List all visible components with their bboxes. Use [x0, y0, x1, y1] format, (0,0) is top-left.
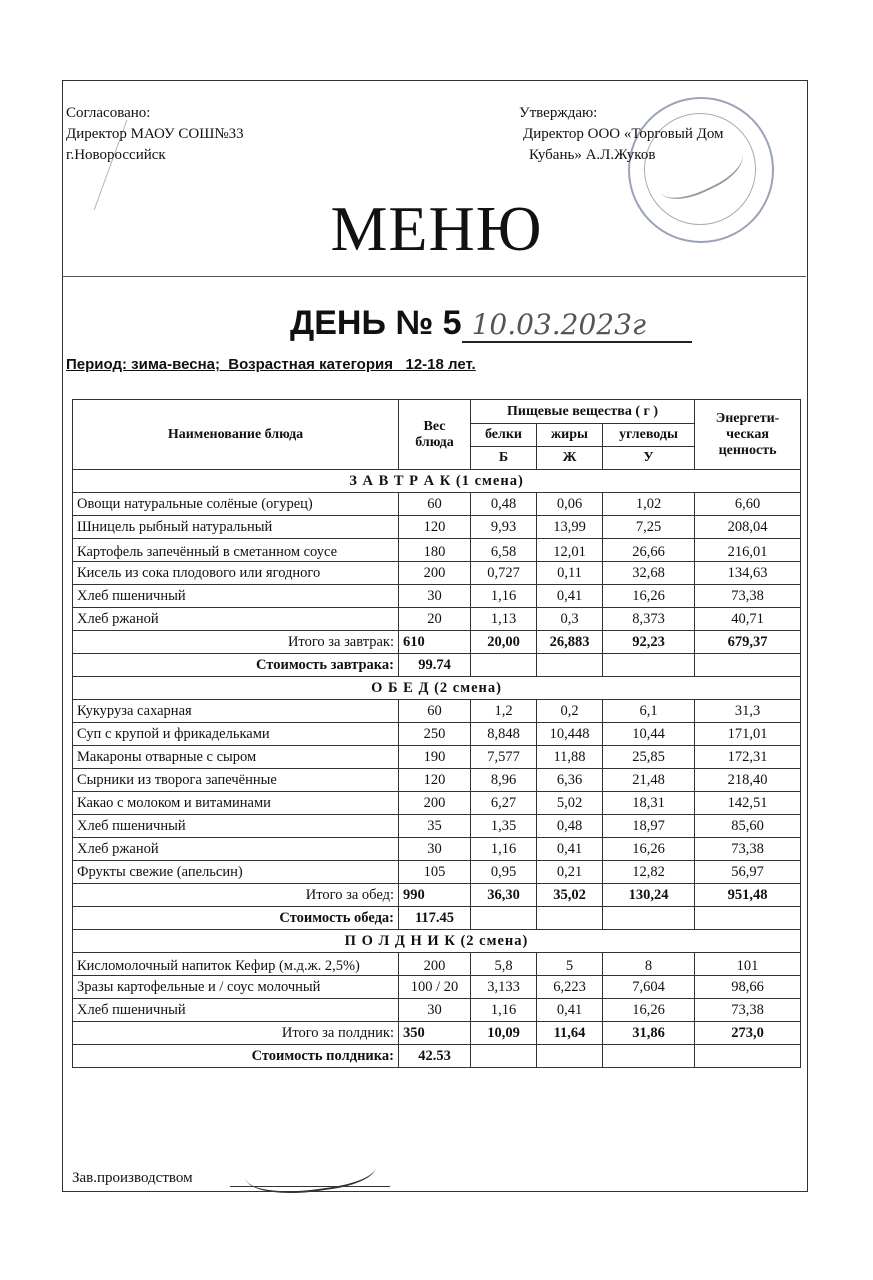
dish-carbs: 16,26	[603, 585, 695, 608]
total-weight: 990	[399, 884, 471, 907]
dish-protein: 1,16	[471, 838, 537, 861]
dish-name: Хлеб пшеничный	[73, 815, 399, 838]
dish-protein: 1,16	[471, 999, 537, 1022]
cost-value: 99.74	[399, 654, 471, 677]
table-row	[73, 769, 801, 792]
total-energy: 951,48	[695, 884, 801, 907]
total-protein: 36,30	[471, 884, 537, 907]
dish-weight: 200	[399, 562, 471, 585]
approval-line: г.Новороссийск	[66, 147, 166, 163]
dish-energy: 85,60	[695, 815, 801, 838]
section-title: З А В Т Р А К (1 смена)	[73, 470, 801, 493]
table-row	[73, 585, 801, 608]
dish-protein: 1,2	[471, 700, 537, 723]
cost-value: 117.45	[399, 907, 471, 930]
dish-protein: 8,96	[471, 769, 537, 792]
dish-name: Какао с молоком и витаминами	[73, 792, 399, 815]
dish-carbs: 8	[603, 953, 695, 976]
dish-protein: 6,27	[471, 792, 537, 815]
table-row	[73, 700, 801, 723]
dish-protein: 5,8	[471, 953, 537, 976]
approval-line: Утверждаю:	[519, 105, 598, 121]
total-energy: 273,0	[695, 1022, 801, 1045]
empty-cell	[471, 654, 537, 677]
total-protein: 10,09	[471, 1022, 537, 1045]
total-row	[73, 884, 801, 907]
dish-weight: 190	[399, 746, 471, 769]
dish-energy: 6,60	[695, 493, 801, 516]
table-row	[73, 562, 801, 585]
empty-cell	[603, 907, 695, 930]
dish-name: Фрукты свежие (апельсин)	[73, 861, 399, 884]
cost-row	[73, 907, 801, 930]
table-row	[73, 838, 801, 861]
dish-fat: 6,223	[537, 976, 603, 999]
dish-weight: 200	[399, 953, 471, 976]
dish-protein: 0,95	[471, 861, 537, 884]
table-row	[73, 792, 801, 815]
table-row	[73, 723, 801, 746]
dish-energy: 40,71	[695, 608, 801, 631]
empty-cell	[603, 1045, 695, 1068]
dish-energy: 142,51	[695, 792, 801, 815]
dish-protein: 0,48	[471, 493, 537, 516]
dish-weight: 120	[399, 769, 471, 792]
dish-fat: 5,02	[537, 792, 603, 815]
empty-cell	[695, 654, 801, 677]
dish-fat: 10,448	[537, 723, 603, 746]
dish-energy: 73,38	[695, 585, 801, 608]
dish-weight: 180	[399, 539, 471, 562]
total-label: Итого за полдник:	[73, 1022, 399, 1045]
total-fat: 11,64	[537, 1022, 603, 1045]
dish-fat: 6,36	[537, 769, 603, 792]
empty-cell	[537, 907, 603, 930]
section-header-row	[73, 470, 801, 493]
dish-weight: 200	[399, 792, 471, 815]
dish-name: Зразы картофельные и / соус молочный	[73, 976, 399, 999]
dish-energy: 31,3	[695, 700, 801, 723]
divider	[62, 276, 806, 277]
approval-line: Директор ООО «Торговый Дом	[523, 126, 724, 142]
dish-name: Сырники из творога запечённые	[73, 769, 399, 792]
dish-carbs: 21,48	[603, 769, 695, 792]
section-header-row	[73, 677, 801, 700]
dish-weight: 60	[399, 493, 471, 516]
dish-fat: 0,21	[537, 861, 603, 884]
menu-table	[72, 399, 801, 1068]
total-carbs: 92,23	[603, 631, 695, 654]
total-weight: 610	[399, 631, 471, 654]
dish-protein: 1,16	[471, 585, 537, 608]
dish-carbs: 32,68	[603, 562, 695, 585]
empty-cell	[695, 907, 801, 930]
approval-line: Согласовано:	[66, 105, 151, 121]
dish-protein: 1,13	[471, 608, 537, 631]
header-nutrients: Пищевые вещества ( г )	[471, 400, 695, 424]
total-row	[73, 631, 801, 654]
table-row	[73, 746, 801, 769]
total-carbs: 130,24	[603, 884, 695, 907]
dish-energy: 172,31	[695, 746, 801, 769]
total-weight: 350	[399, 1022, 471, 1045]
empty-cell	[471, 1045, 537, 1068]
cost-row	[73, 1045, 801, 1068]
dish-weight: 100 / 20	[399, 976, 471, 999]
dish-carbs: 26,66	[603, 539, 695, 562]
approval-line: Директор МАОУ СОШ№33	[66, 126, 244, 142]
dish-carbs: 16,26	[603, 999, 695, 1022]
dish-weight: 30	[399, 838, 471, 861]
day-date: 10.03.2023г	[462, 308, 692, 343]
dish-energy: 134,63	[695, 562, 801, 585]
header-energy: Энергети-ческая ценность	[695, 400, 801, 470]
total-fat: 26,883	[537, 631, 603, 654]
dish-energy: 171,01	[695, 723, 801, 746]
cost-label: Стоимость полдника:	[73, 1045, 399, 1068]
total-carbs: 31,86	[603, 1022, 695, 1045]
dish-fat: 5	[537, 953, 603, 976]
dish-name: Шницель рыбный натуральный	[73, 516, 399, 539]
dish-weight: 20	[399, 608, 471, 631]
dish-carbs: 18,97	[603, 815, 695, 838]
dish-fat: 11,88	[537, 746, 603, 769]
dish-carbs: 7,25	[603, 516, 695, 539]
dish-fat: 0,48	[537, 815, 603, 838]
cost-row	[73, 654, 801, 677]
total-row	[73, 1022, 801, 1045]
empty-cell	[471, 907, 537, 930]
dish-energy: 98,66	[695, 976, 801, 999]
dish-name: Кисель из сока плодового или ягодного	[73, 562, 399, 585]
dish-fat: 0,11	[537, 562, 603, 585]
dish-energy: 56,97	[695, 861, 801, 884]
dish-protein: 0,727	[471, 562, 537, 585]
section-title: П О Л Д Н И К (2 смена)	[73, 930, 801, 953]
dish-carbs: 7,604	[603, 976, 695, 999]
dish-protein: 1,35	[471, 815, 537, 838]
dish-name: Хлеб ржаной	[73, 608, 399, 631]
table-row	[73, 539, 801, 562]
dish-name: Овощи натуральные солёные (огурец)	[73, 493, 399, 516]
header-fat-short: Ж	[537, 447, 603, 470]
empty-cell	[695, 1045, 801, 1068]
dish-name: Макароны отварные с сыром	[73, 746, 399, 769]
dish-carbs: 12,82	[603, 861, 695, 884]
day-heading	[290, 304, 692, 343]
dish-protein: 6,58	[471, 539, 537, 562]
table-row	[73, 608, 801, 631]
table-row	[73, 516, 801, 539]
total-label: Итого за завтрак:	[73, 631, 399, 654]
dish-name: Хлеб пшеничный	[73, 585, 399, 608]
dish-name: Хлеб ржаной	[73, 838, 399, 861]
dish-weight: 120	[399, 516, 471, 539]
dish-protein: 8,848	[471, 723, 537, 746]
table-row	[73, 815, 801, 838]
total-fat: 35,02	[537, 884, 603, 907]
dish-name: Хлеб пшеничный	[73, 999, 399, 1022]
dish-carbs: 25,85	[603, 746, 695, 769]
header-fat: жиры	[537, 424, 603, 447]
dish-name: Кисломолочный напиток Кефир (м.д.ж. 2,5%)	[73, 953, 399, 976]
dish-carbs: 16,26	[603, 838, 695, 861]
dish-fat: 12,01	[537, 539, 603, 562]
header-name: Наименование блюда	[73, 400, 399, 470]
cost-label: Стоимость обеда:	[73, 907, 399, 930]
header-carbs-short: У	[603, 447, 695, 470]
dish-carbs: 18,31	[603, 792, 695, 815]
dish-weight: 60	[399, 700, 471, 723]
dish-carbs: 6,1	[603, 700, 695, 723]
dish-weight: 105	[399, 861, 471, 884]
dish-fat: 0,41	[537, 999, 603, 1022]
empty-cell	[603, 654, 695, 677]
dish-energy: 73,38	[695, 838, 801, 861]
dish-protein: 9,93	[471, 516, 537, 539]
approval-line: Кубань» А.Л.Жуков	[529, 147, 656, 163]
total-protein: 20,00	[471, 631, 537, 654]
empty-cell	[537, 654, 603, 677]
dish-carbs: 1,02	[603, 493, 695, 516]
dish-name: Суп с крупой и фрикадельками	[73, 723, 399, 746]
table-row	[73, 953, 801, 976]
dish-fat: 0,3	[537, 608, 603, 631]
header-weight: Вес блюда	[399, 400, 471, 470]
header-protein-short: Б	[471, 447, 537, 470]
dish-energy: 216,01	[695, 539, 801, 562]
dish-weight: 30	[399, 999, 471, 1022]
dish-name: Картофель запечённый в сметанном соусе	[73, 539, 399, 562]
dish-weight: 250	[399, 723, 471, 746]
header-carbs: углеводы	[603, 424, 695, 447]
section-title: О Б Е Д (2 смена)	[73, 677, 801, 700]
dish-fat: 0,06	[537, 493, 603, 516]
dish-carbs: 10,44	[603, 723, 695, 746]
day-label: ДЕНЬ № 5	[290, 304, 462, 342]
table-row	[73, 999, 801, 1022]
dish-protein: 7,577	[471, 746, 537, 769]
cost-label: Стоимость завтрака:	[73, 654, 399, 677]
dish-energy: 101	[695, 953, 801, 976]
page-title: МЕНЮ	[330, 193, 543, 264]
dish-fat: 13,99	[537, 516, 603, 539]
dish-weight: 35	[399, 815, 471, 838]
section-header-row	[73, 930, 801, 953]
table-row	[73, 493, 801, 516]
dish-weight: 30	[399, 585, 471, 608]
footer-label: Зав.производством	[72, 1170, 193, 1186]
dish-name: Кукуруза сахарная	[73, 700, 399, 723]
dish-carbs: 8,373	[603, 608, 695, 631]
total-label: Итого за обед:	[73, 884, 399, 907]
total-energy: 679,37	[695, 631, 801, 654]
dish-fat: 0,41	[537, 838, 603, 861]
table-row	[73, 976, 801, 999]
period-line: Период: зима-весна; Возрастная категория 12-18 лет.	[66, 356, 476, 373]
dish-fat: 0,2	[537, 700, 603, 723]
dish-energy: 218,40	[695, 769, 801, 792]
cost-value: 42.53	[399, 1045, 471, 1068]
header-protein: белки	[471, 424, 537, 447]
dish-energy: 208,04	[695, 516, 801, 539]
approval-block-right	[519, 103, 724, 166]
dish-protein: 3,133	[471, 976, 537, 999]
empty-cell	[537, 1045, 603, 1068]
dish-energy: 73,38	[695, 999, 801, 1022]
dish-fat: 0,41	[537, 585, 603, 608]
table-row	[73, 861, 801, 884]
menu-body	[73, 470, 801, 1068]
